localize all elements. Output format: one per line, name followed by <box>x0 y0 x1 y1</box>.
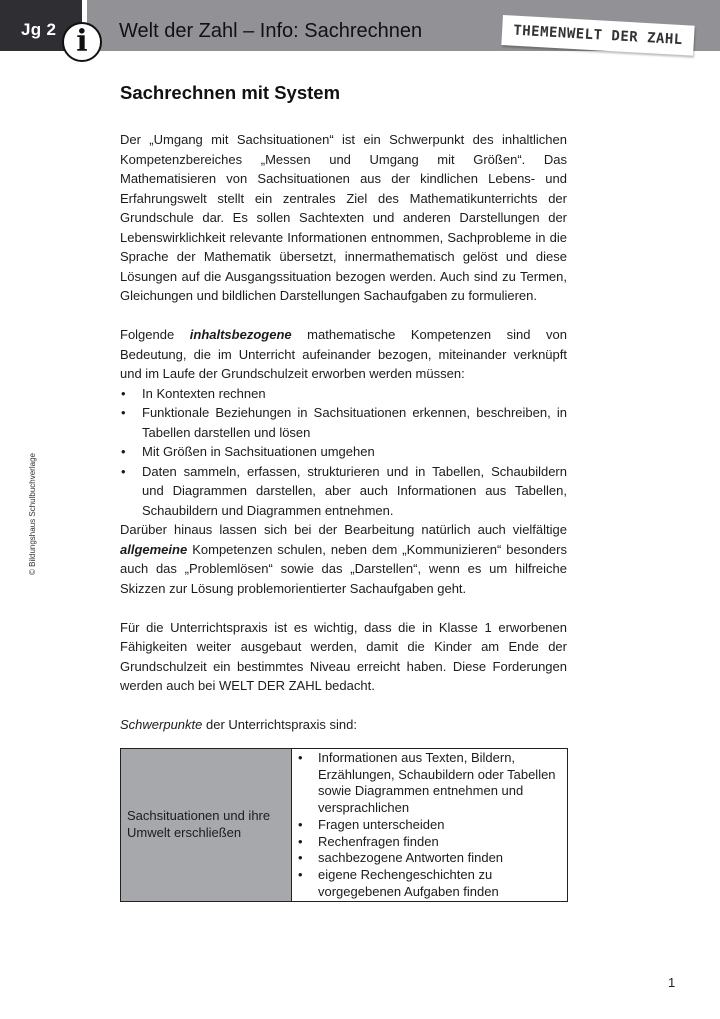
page-title: Welt der Zahl – Info: Sachrechnen <box>119 20 423 42</box>
info-icon: i <box>62 22 102 62</box>
page-number: 1 <box>668 975 676 990</box>
section-heading: Sachrechnen mit System <box>120 82 341 103</box>
list-item: • eigene Rechengeschichten zu vorgegebenen Aufgaben finden <box>298 867 557 900</box>
list-item: • Rechenfragen finden <box>298 834 557 851</box>
text: Darüber hinaus lassen sich bei der Bearbeitung natürlich auch vielfältige <box>120 522 567 537</box>
text: mathematische Kompetenzen sind von Bedeutung, die im Unterricht aufeinander bezogen, miteinander verknüpft und im Laufe der Grundschulzeit erworben werden müssen: <box>120 327 567 381</box>
emphasis-schwerpunkte: Schwerpunkte <box>120 717 203 732</box>
copyright-note: © Bildungshaus Schulbuchverlage <box>28 453 37 575</box>
text: der Unterrichtspraxis sind: <box>202 717 358 732</box>
emphasis-allgemeine: allgemeine <box>120 541 188 557</box>
list-item: • Daten sammeln, erfassen, strukturieren und in Tabellen, Schaubildern und Diagrammen darstellen, aber auch Informationen aus Tabellen, Schaubildern und Diagrammen entnehmen. <box>120 462 567 521</box>
table-label-cell: Sachsituationen und ihre Umwelt erschließen <box>121 749 292 902</box>
paragraph-general-competencies <box>120 520 567 598</box>
table-items-cell <box>292 749 568 902</box>
paragraph-intro: Der „Umgang mit Sachsituationen“ ist ein Schwerpunkt des inhaltlichen Kompetenzbereiches „Messen und Umgang mit Größen“. Das Mathematisieren von Sachsituationen aus der kindlichen Lebens- und Erfahrungswelt stellt ein zentrales Ziel des Mathematikunterrichts der Grundschule dar. Es sollen Sachtexten und anderen Darstellungen der Lebenswirklichkeit relevante Informationen entnommen, Sachprobleme in die Sprache der Mathematik übersetzt, innermathematisch gelöst und diese Lösungen auf die Ausgangssituation bezogen werden. Auch sind zu Termen, Gleichungen und bildlichen Darstellungen Sachaufgaben zu formulieren. <box>120 132 567 303</box>
text: Folgende <box>120 327 190 342</box>
grade-label: Jg 2 <box>21 20 57 39</box>
main-content <box>120 82 567 735</box>
list-item: • Funktionale Beziehungen in Sachsituationen erkennen, beschreiben, in Tabellen darstellen und lösen <box>120 403 567 442</box>
paragraph-competencies <box>120 325 567 384</box>
list-item: • In Kontexten rechnen <box>120 384 567 404</box>
themenwelt-stamp-logo: THEMENWELT DER ZAHL <box>501 15 694 56</box>
paragraph-practice: Für die Unterrichtspraxis ist es wichtig, dass die in Klasse 1 erworbenen Fähigkeiten weiter ausgebaut werden, damit die Kinder am Ende der Grundschulzeit ein bestimmtes Niveau erreicht haben. Diese Forderungen werden auch bei WELT DER ZAHL bedacht. <box>120 619 567 693</box>
competency-list <box>120 384 567 521</box>
focus-table <box>120 748 568 902</box>
paragraph-focus-intro <box>120 715 567 735</box>
emphasis-inhaltsbezogene: inhaltsbezogene <box>189 327 292 342</box>
text: Kompetenzen schulen, neben dem „Kommunizieren“ besonders auch das „Problemlösen“ sowie das „Darstellen“, wenn es um hilfreiche Skizzen zur Lösung problemorientierter Sachaufgaben geht. <box>120 541 567 596</box>
list-item: • Fragen unterscheiden <box>298 817 557 834</box>
list-item: • Mit Größen in Sachsituationen umgehen <box>120 442 567 462</box>
table-row <box>121 749 568 902</box>
list-item: • sachbezogene Antworten finden <box>298 850 557 867</box>
list-item: • Informationen aus Texten, Bildern, Erzählungen, Schaubildern oder Tabellen sowie Diagrammen entnehmen und versprachlichen <box>298 750 557 817</box>
